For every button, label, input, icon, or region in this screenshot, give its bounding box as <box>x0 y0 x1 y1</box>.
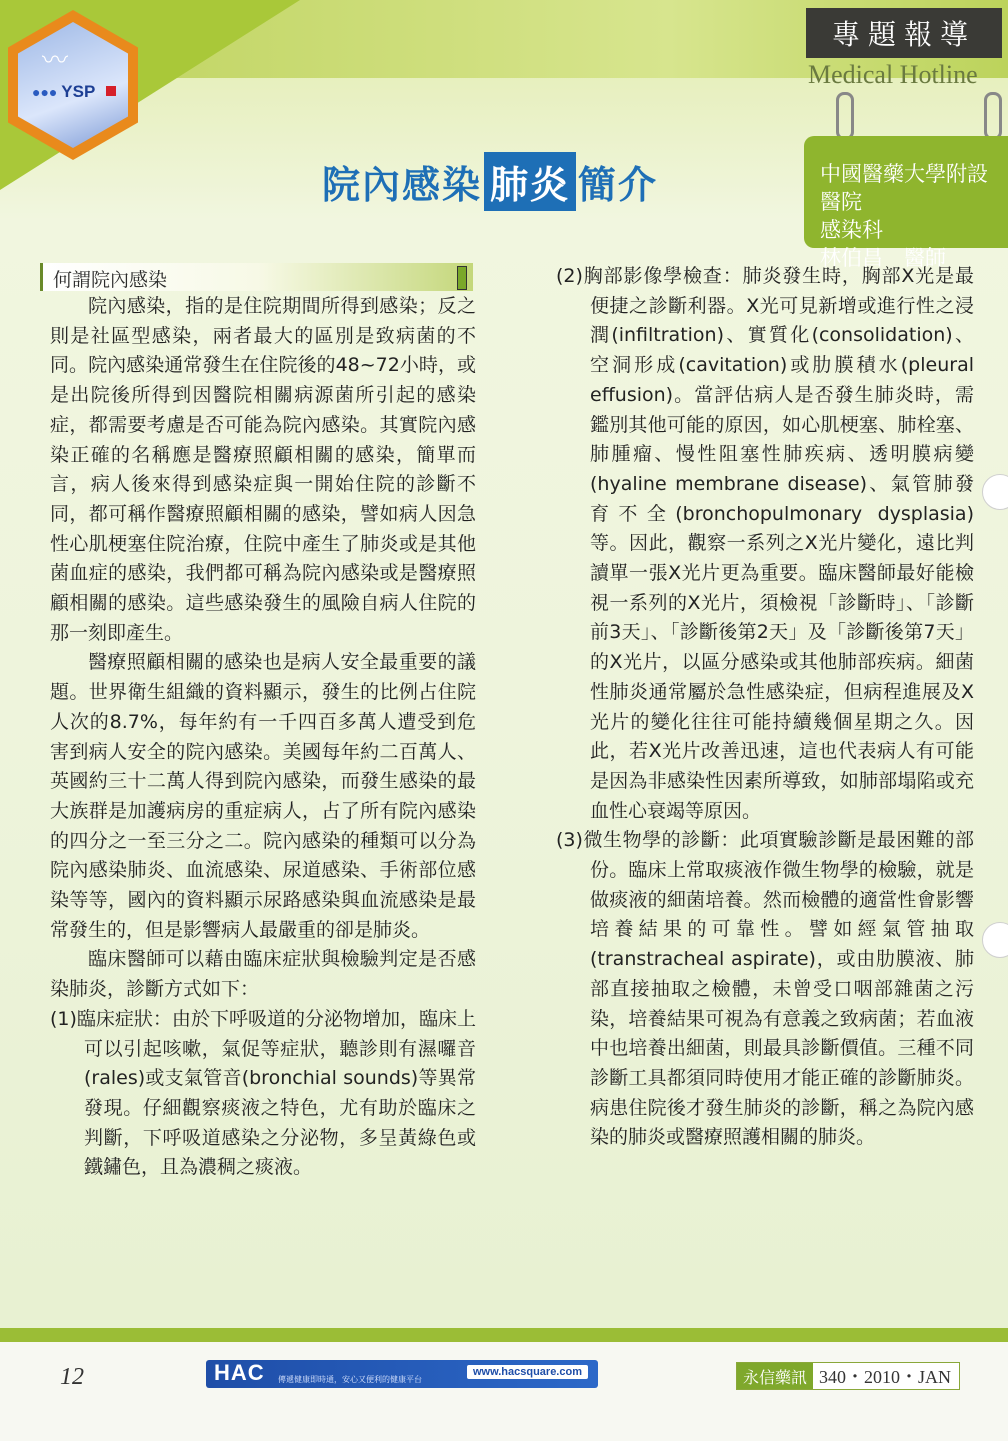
hac-tagline: 傳遞健康即時通，安心又便利的健康平台 <box>278 1375 422 1384</box>
footer <box>0 1342 1008 1441</box>
logo-label: YSP <box>61 82 96 101</box>
logo-text: ●●● YSP <box>32 82 96 101</box>
bottom-rule <box>0 1328 1008 1342</box>
binder-ring-icon <box>836 92 854 140</box>
issue-brand: 永信藥訊 <box>737 1363 813 1389</box>
subheading: 何謂院內感染 <box>53 269 168 291</box>
subheading-marker <box>457 266 467 290</box>
author-name: 林伯昌 <box>820 246 883 270</box>
title-highlight: 肺炎 <box>484 152 576 211</box>
author-affiliation: 中國醫藥大學附設醫院 <box>820 162 988 214</box>
article-title <box>322 152 658 211</box>
section-tag: 專題報導 <box>806 8 1002 58</box>
right-column <box>556 262 974 1153</box>
subheading-bar <box>40 263 473 291</box>
issue-number: 340・2010・JAN <box>819 1367 952 1387</box>
section-subtitle: Medical Hotline <box>808 60 978 89</box>
paragraph: 醫療照顧相關的感染也是病人安全最重要的議題。世界衛生組織的資料顯示，發生的比例占住院人次的8.7%，每年約有一千四百多萬人遭受到危害到病人安全的院內感染。美國每年約二百萬人、英國約三十二萬人得到院內感染，而發生感染的最大族群是加護病房的重症病人，占了所有院內感染的四分之一至三分之二。院內感染的種類可以分為院內感染肺炎、血流感染、尿道感染、手術部位感染等等，國內的資料顯示尿路感染與血流感染是最常發生的，但是影響病人最嚴重的卻是肺炎。 <box>50 651 476 941</box>
author-department: 感染科 <box>820 218 883 242</box>
paragraph: 院內感染，指的是住院期間所得到感染；反之則是社區型感染，兩者最大的區別是致病菌的不同。院內感染通常發生在住院後的48~72小時，或是出院後所得到因醫院相關病源菌所引起的感染症，都需要考慮是否可能為院內感染。其實院內感染正確的名稱應是醫療照顧相關的感染，簡單而言，病人後來得到感染症與一開始住院的診斷不同，都可稱作醫療照顧相關的感染，譬如病人因急性心肌梗塞住院治療，住院中產生了肺炎或是其他菌血症的感染，我們都可稱為院內感染或是醫療照顧相關的感染。這些感染發生的風險自病人住院的那一刻即產生。 <box>50 295 476 644</box>
author-title: 醫師 <box>904 246 946 270</box>
page-number: 12 <box>60 1364 84 1390</box>
binder-ring-icon <box>984 92 1002 140</box>
hac-url-link[interactable]: www.hacsquare.com <box>467 1365 588 1379</box>
author-box <box>804 136 1008 270</box>
left-column <box>50 292 476 1183</box>
list-item: (3)微生物學的診斷：此項實驗診斷是最困難的部份。臨床上常取痰液作微生物學的檢驗，就是做痰液的細菌培養。然而檢體的適當性會影響培養結果的可靠性。譬如經氣管抽取(transtracheal aspirate)，或由肋膜液、肺部直接抽取之檢體，未曾受口咽部雜菌之污染，培養結果可視為有意義之致病菌；若血液中也培養出細菌，則最具診斷價值。三種不同診斷工具都須同時使用才能正確的診斷肺炎。病患住院後才發生肺炎的診斷，稱之為院內感染的肺炎或醫療照護相關的肺炎。 <box>556 829 974 1149</box>
issue-info <box>736 1362 960 1390</box>
title-part-1: 院內感染 <box>322 163 483 207</box>
hac-banner[interactable] <box>206 1360 598 1388</box>
title-part-2: 簡介 <box>578 163 659 207</box>
list-item: (2)胸部影像學檢查：肺炎發生時，胸部X光是最便捷之診斷利器。X光可見新增或進行性之浸潤(infiltration)、實質化(consolidation)、空洞形成(cavitation)或肋膜積水(pleural effusion)。當評估病人是否發生肺炎時，需鑑別其他可能的原因，如心肌梗塞、肺栓塞、肺腫瘤、慢性阻塞性肺疾病、透明膜病變(hyaline membrane disease)、氣管肺發育不全(bronchopulmonary dysplasia)等。因此，觀察一系列之X光片變化，遠比判讀單一張X光片更為重要。臨床醫師最好能檢視一系列的X光片，須檢視「診斷時」、「診斷前3天」、「診斷後第2天」及「診斷後第7天」的X光片，以區分感染或其他肺部疾病。細菌性肺炎通常屬於急性感染症，但病程進展及X光片的變化往往可能持續幾個星期之久。因此，若X光片改善迅速，這也代表病人有可能是因為非感染性因素所導致，如肺部塌陷或充血性心衰竭等原因。 <box>556 265 974 822</box>
logo-red-cube <box>106 86 116 96</box>
list-item: (1)臨床症狀：由於下呼吸道的分泌物增加，臨床上可以引起咳嗽，氣促等症狀，聽診則有濕囉音(rales)或支氣管音(bronchial sounds)等異常發現。仔細觀察痰液之特色，尤有助於臨床之判斷，下呼吸道感染之分泌物，多呈黃綠色或鐵鏽色，且為濃稠之痰液。 <box>50 1007 476 1179</box>
paragraph: 臨床醫師可以藉由臨床症狀與檢驗判定是否感染肺炎，診斷方式如下： <box>50 948 476 1001</box>
hac-logo: HAC <box>214 1360 265 1385</box>
seagull-icon: 〰 <box>42 46 69 76</box>
